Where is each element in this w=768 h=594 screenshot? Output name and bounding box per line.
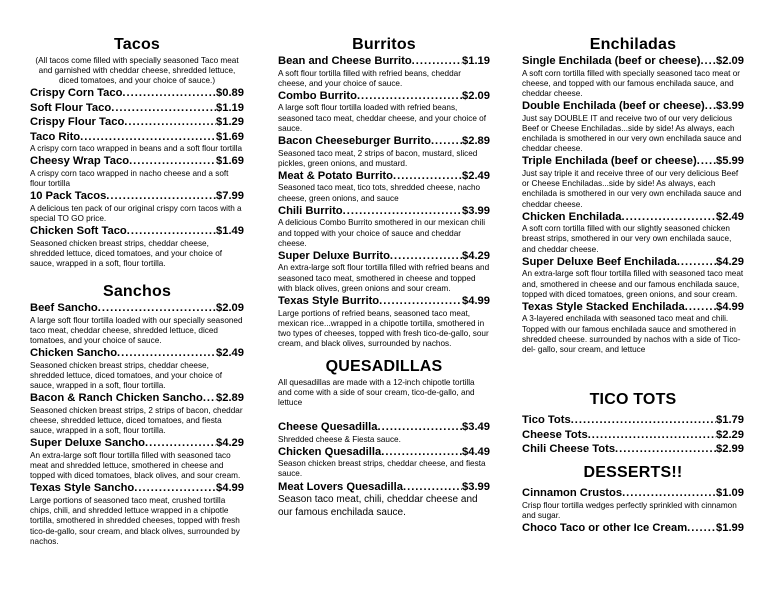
- item-name: Chicken Enchilada: [522, 210, 622, 223]
- menu-item: [522, 301, 744, 355]
- tacos-items: [30, 87, 244, 269]
- item-description: Seasoned chicken breast strips, 2 strips of bacon, cheddar cheese, shredded lettuce, diced tomatoes, and fiesta sauce, wrapped in a soft, flour tortilla.: [30, 405, 243, 436]
- item-description: Season taco meat, chili, cheddar cheese and our famous enchilada sauce.: [278, 494, 478, 518]
- tico-tots-items: [522, 414, 744, 457]
- item-price: $2.89: [462, 135, 490, 148]
- menu-item: [278, 55, 490, 89]
- quesadillas-section: [278, 358, 490, 519]
- desserts-section: [522, 464, 744, 535]
- quesadillas-items: [278, 421, 490, 519]
- menu-item: [30, 116, 244, 130]
- menu-item: [278, 446, 490, 480]
- item-name: Bean and Cheese Burrito: [278, 55, 412, 67]
- item-price: $4.99: [216, 482, 244, 495]
- item-description: A crispy corn taco wrapped in beans and a soft flour tortilla: [30, 144, 243, 153]
- item-description: A 3-layered enchilada with seasoned taco meat and chili. Topped with our famous enchilada sauce and smothered in shredded cheese. surrounded by nachos with a side of Tico-del- gallo, sour cream, and lettuce: [522, 314, 741, 355]
- item-description: Large portions of refried beans, seasoned taco meat, mexican rice...wrapped in a chipotle tortilla, smothered in two types of cheeses, topped with fresh tico-de-gallo, sour cream, and black olives, surrounded by nachos.: [278, 308, 489, 349]
- sanchos-items: [30, 302, 244, 547]
- item-price: $4.29: [716, 255, 744, 268]
- item-price: $2.29: [716, 428, 744, 441]
- item-name: Crispy Flour Taco: [30, 116, 125, 128]
- item-price: $3.49: [462, 421, 490, 433]
- menu-item: [30, 225, 244, 269]
- enchiladas-items: [522, 55, 744, 355]
- quesadillas-intro: All quesadillas are made with a 12-inch chipotle tortilla and come with a side of sour cream, tico-de-gallo, and lettuce: [278, 378, 475, 407]
- item-price: $2.09: [462, 89, 490, 102]
- item-description: A soft flour tortilla filled with refried beans, cheddar cheese, and your choice of sauce.: [278, 68, 461, 88]
- item-description: Seasoned taco meat, tico tots, shredded cheese, nacho cheese, green onions, and sauce: [278, 183, 481, 203]
- menu-item: [522, 487, 744, 521]
- menu-item: [30, 87, 244, 101]
- menu-item: [30, 155, 244, 189]
- item-name: Bacon & Ranch Chicken Sancho: [30, 392, 203, 405]
- item-price: $4.29: [216, 437, 244, 450]
- item-description: A soft corn tortilla filled with specially seasoned taco meat or cheese, and topped with our famous enchilada sauce, and cheddar cheese.: [522, 68, 740, 98]
- sanchos-heading: Sanchos: [102, 283, 172, 300]
- item-price: $2.49: [216, 347, 244, 360]
- item-name: Double Enchilada (beef or cheese): [522, 100, 705, 113]
- menu-item: [278, 170, 490, 204]
- menu-item: [522, 522, 744, 536]
- item-description: An extra-large soft flour tortilla filled with refried beans and seasoned taco meat, smothered in cheese and topped with black olives, green onions and sour cream.: [278, 263, 490, 293]
- item-price: $4.29: [462, 249, 490, 262]
- enchiladas-heading: Enchiladas: [589, 36, 677, 53]
- tico-tots-section: [522, 391, 744, 457]
- item-price: $1.99: [716, 521, 744, 534]
- item-description: Seasoned chicken breast strips, cheddar cheese, shredded lettuce, diced tomatoes, and your choice of sauce, wrapped in a soft, flour tortilla.: [30, 360, 223, 391]
- item-price: $3.99: [716, 100, 744, 113]
- item-price: $4.99: [716, 300, 744, 313]
- item-price: $4.99: [462, 295, 490, 308]
- item-name: Single Enchilada (beef or cheese): [522, 55, 701, 67]
- item-description: Seasoned taco meat, 2 strips of bacon, mustard, sliced pickles, green onions, and mustard.: [278, 148, 478, 168]
- menu-item: [30, 131, 244, 155]
- item-name: Super Deluxe Burrito: [278, 249, 390, 262]
- item-name: Meat & Potato Burrito: [278, 169, 393, 182]
- item-price: $2.09: [716, 55, 744, 67]
- item-price: $4.49: [462, 445, 490, 458]
- quesadillas-heading: QUESADILLAS: [325, 358, 443, 375]
- burritos-items: [278, 55, 490, 349]
- menu-item: [522, 55, 744, 99]
- item-name: Combo Burrito: [278, 89, 357, 102]
- sanchos-section: [30, 283, 244, 547]
- item-price: $2.49: [716, 210, 744, 223]
- item-description: Just say DOUBLE IT and receive two of our very delicious Beef or Cheese Enchiladas...side by side! As always, each enchilada is smothered in our very own enchilada sauce and cheddar cheese.: [522, 113, 742, 154]
- item-price: $1.19: [462, 55, 490, 67]
- menu-item: [30, 392, 244, 436]
- item-description: A delicious Combo Burrito smothered in our mexican chili and topped with your choice of sauce and cheddar cheese.: [278, 218, 486, 248]
- item-name: Chicken Quesadilla: [278, 445, 382, 458]
- item-price: $1.69: [216, 155, 244, 168]
- item-name: Cheese Tots: [522, 428, 588, 441]
- desserts-items: [522, 487, 744, 535]
- menu-item: [30, 347, 244, 391]
- menu-item: [30, 102, 244, 116]
- item-name: Meat Lovers Quesadilla: [278, 480, 403, 493]
- item-name: Taco Rito: [30, 130, 81, 143]
- item-price: $2.09: [216, 302, 244, 314]
- item-description: A crispy corn taco wrapped in nacho cheese and a soft flour tortilla: [30, 168, 229, 188]
- item-name: Chicken Sancho: [30, 347, 118, 360]
- item-name: Cheese Quesadilla: [278, 421, 378, 433]
- item-description: A soft corn tortilla filled with our slightly seasoned chicken breast strips, smothered in our very own enchilada sauce, and cheddar cheese.: [522, 224, 732, 254]
- menu-item: [278, 295, 490, 349]
- item-name: Chicken Soft Taco: [30, 225, 127, 238]
- item-name: Texas Style Stacked Enchilada: [522, 300, 685, 313]
- menu-item: [522, 429, 744, 443]
- item-name: Beef Sancho: [30, 302, 98, 314]
- item-price: $3.99: [462, 204, 490, 217]
- item-description: A large soft flour tortilla loaded with our specially seasoned taco meat, cheddar cheese, shredded lettuce, diced tomatoes, and your choice of sauce.: [30, 315, 243, 345]
- item-description: Crisp flour tortilla wedges perfectly sprinkled with cinnamon and sugar.: [522, 500, 737, 520]
- item-description: A large soft flour tortilla loaded with refried beans, seasoned taco meat, cheddar cheese, and your choice of sauce.: [278, 103, 487, 133]
- menu-item: [278, 421, 490, 445]
- tico-tots-heading: TICO TOTS: [589, 391, 677, 408]
- menu-item: [522, 211, 744, 255]
- tacos-heading: Tacos: [113, 36, 161, 53]
- item-price: $5.99: [716, 155, 744, 168]
- item-price: $3.99: [462, 480, 490, 493]
- menu-item: [522, 155, 744, 209]
- menu-item: [522, 256, 744, 300]
- menu-item: [522, 443, 744, 457]
- burritos-heading: Burritos: [352, 36, 416, 53]
- item-name: Chili Cheese Tots: [522, 443, 616, 455]
- tacos-section: [30, 36, 244, 269]
- menu-item: [30, 437, 244, 481]
- item-price: $1.19: [216, 101, 244, 114]
- item-description: An extra-large soft flour tortilla filled with seasoned taco meat and shredded lettuce, smothered in cheese and topped with diced tomatoes, black olives, and sour cream.: [30, 450, 241, 481]
- item-name: Super Deluxe Sancho: [30, 437, 146, 450]
- item-price: $1.69: [216, 130, 244, 143]
- item-price: $1.29: [216, 116, 244, 128]
- item-price: $7.99: [216, 190, 244, 203]
- item-name: Bacon Cheeseburger Burrito: [278, 135, 431, 148]
- item-name: Crispy Corn Taco: [30, 87, 123, 99]
- menu-item: [278, 205, 490, 249]
- item-name: Cinnamon Crustos: [522, 487, 623, 499]
- item-name: Super Deluxe Beef Enchilada: [522, 255, 677, 268]
- item-price: $2.99: [716, 443, 744, 455]
- item-name: Triple Enchilada (beef or cheese): [522, 155, 697, 168]
- item-name: Texas Style Sancho: [30, 482, 135, 495]
- item-price: $0.89: [216, 87, 244, 99]
- enchiladas-section: [522, 36, 744, 355]
- item-description: Season chicken breast strips, cheddar cheese, and fiesta sauce.: [278, 459, 486, 479]
- menu-item: [522, 414, 744, 428]
- item-name: Choco Taco or other Ice Cream: [522, 521, 688, 534]
- item-name: Texas Style Burrito: [278, 295, 380, 308]
- item-description: A delicious ten pack of our original crispy corn tacos with a special TO GO price.: [30, 203, 242, 223]
- item-name: Chili Burrito: [278, 204, 343, 217]
- burritos-section: [278, 36, 490, 349]
- item-description: Seasoned chicken breast strips, cheddar cheese, shredded lettuce, diced tomatoes, and your choice of sauce, wrapped in a soft, flour tortilla.: [30, 238, 223, 268]
- item-name: Cheesy Wrap Taco: [30, 155, 130, 168]
- menu-item: [278, 250, 490, 294]
- item-description: Shredded cheese & Fiesta sauce.: [278, 434, 401, 444]
- desserts-heading: DESSERTS!!: [583, 464, 683, 481]
- menu-item: [522, 100, 744, 154]
- menu-item: [30, 302, 244, 346]
- item-price: $2.89: [216, 392, 244, 405]
- item-description: Large portions of seasoned taco meat, crushed tortilla chips, chili, and shredded lettuce wrapped in a chipotle tortilla, smothered in shredded cheeses, topped with fresh tico-de-gallo, sour cream, and black olives, surrounded by nachos.: [30, 495, 240, 546]
- item-description: An extra-large soft flour tortilla filled with seasoned taco meat and, smothered in cheese and our famous enchilada sauce, topped with diced tomatoes, green onions, and sour cream.: [522, 269, 744, 299]
- item-price: $1.09: [716, 487, 744, 499]
- item-name: Soft Flour Taco: [30, 101, 112, 114]
- menu-item: [30, 482, 244, 547]
- menu-item: [278, 90, 490, 134]
- item-name: 10 Pack Tacos: [30, 190, 107, 203]
- tacos-intro: (All tacos come filled with specially seasoned Taco meat and garnished with cheddar cheese, shredded lettuce, diced tomatoes, and your choice of sauce.): [35, 56, 239, 85]
- item-price: $1.79: [716, 414, 744, 426]
- item-description: Just say triple it and receive three of our very delicious Beef or Cheese Enchiladas...side by side! As always, each enchilada is smothered in our very own enchilada sauce and cheddar cheese.: [522, 168, 742, 209]
- item-price: $2.49: [462, 169, 490, 182]
- item-name: Tico Tots: [522, 414, 571, 426]
- menu-item: [30, 190, 244, 224]
- menu-item: [278, 481, 490, 520]
- item-price: $1.49: [216, 225, 244, 238]
- menu-item: [278, 135, 490, 169]
